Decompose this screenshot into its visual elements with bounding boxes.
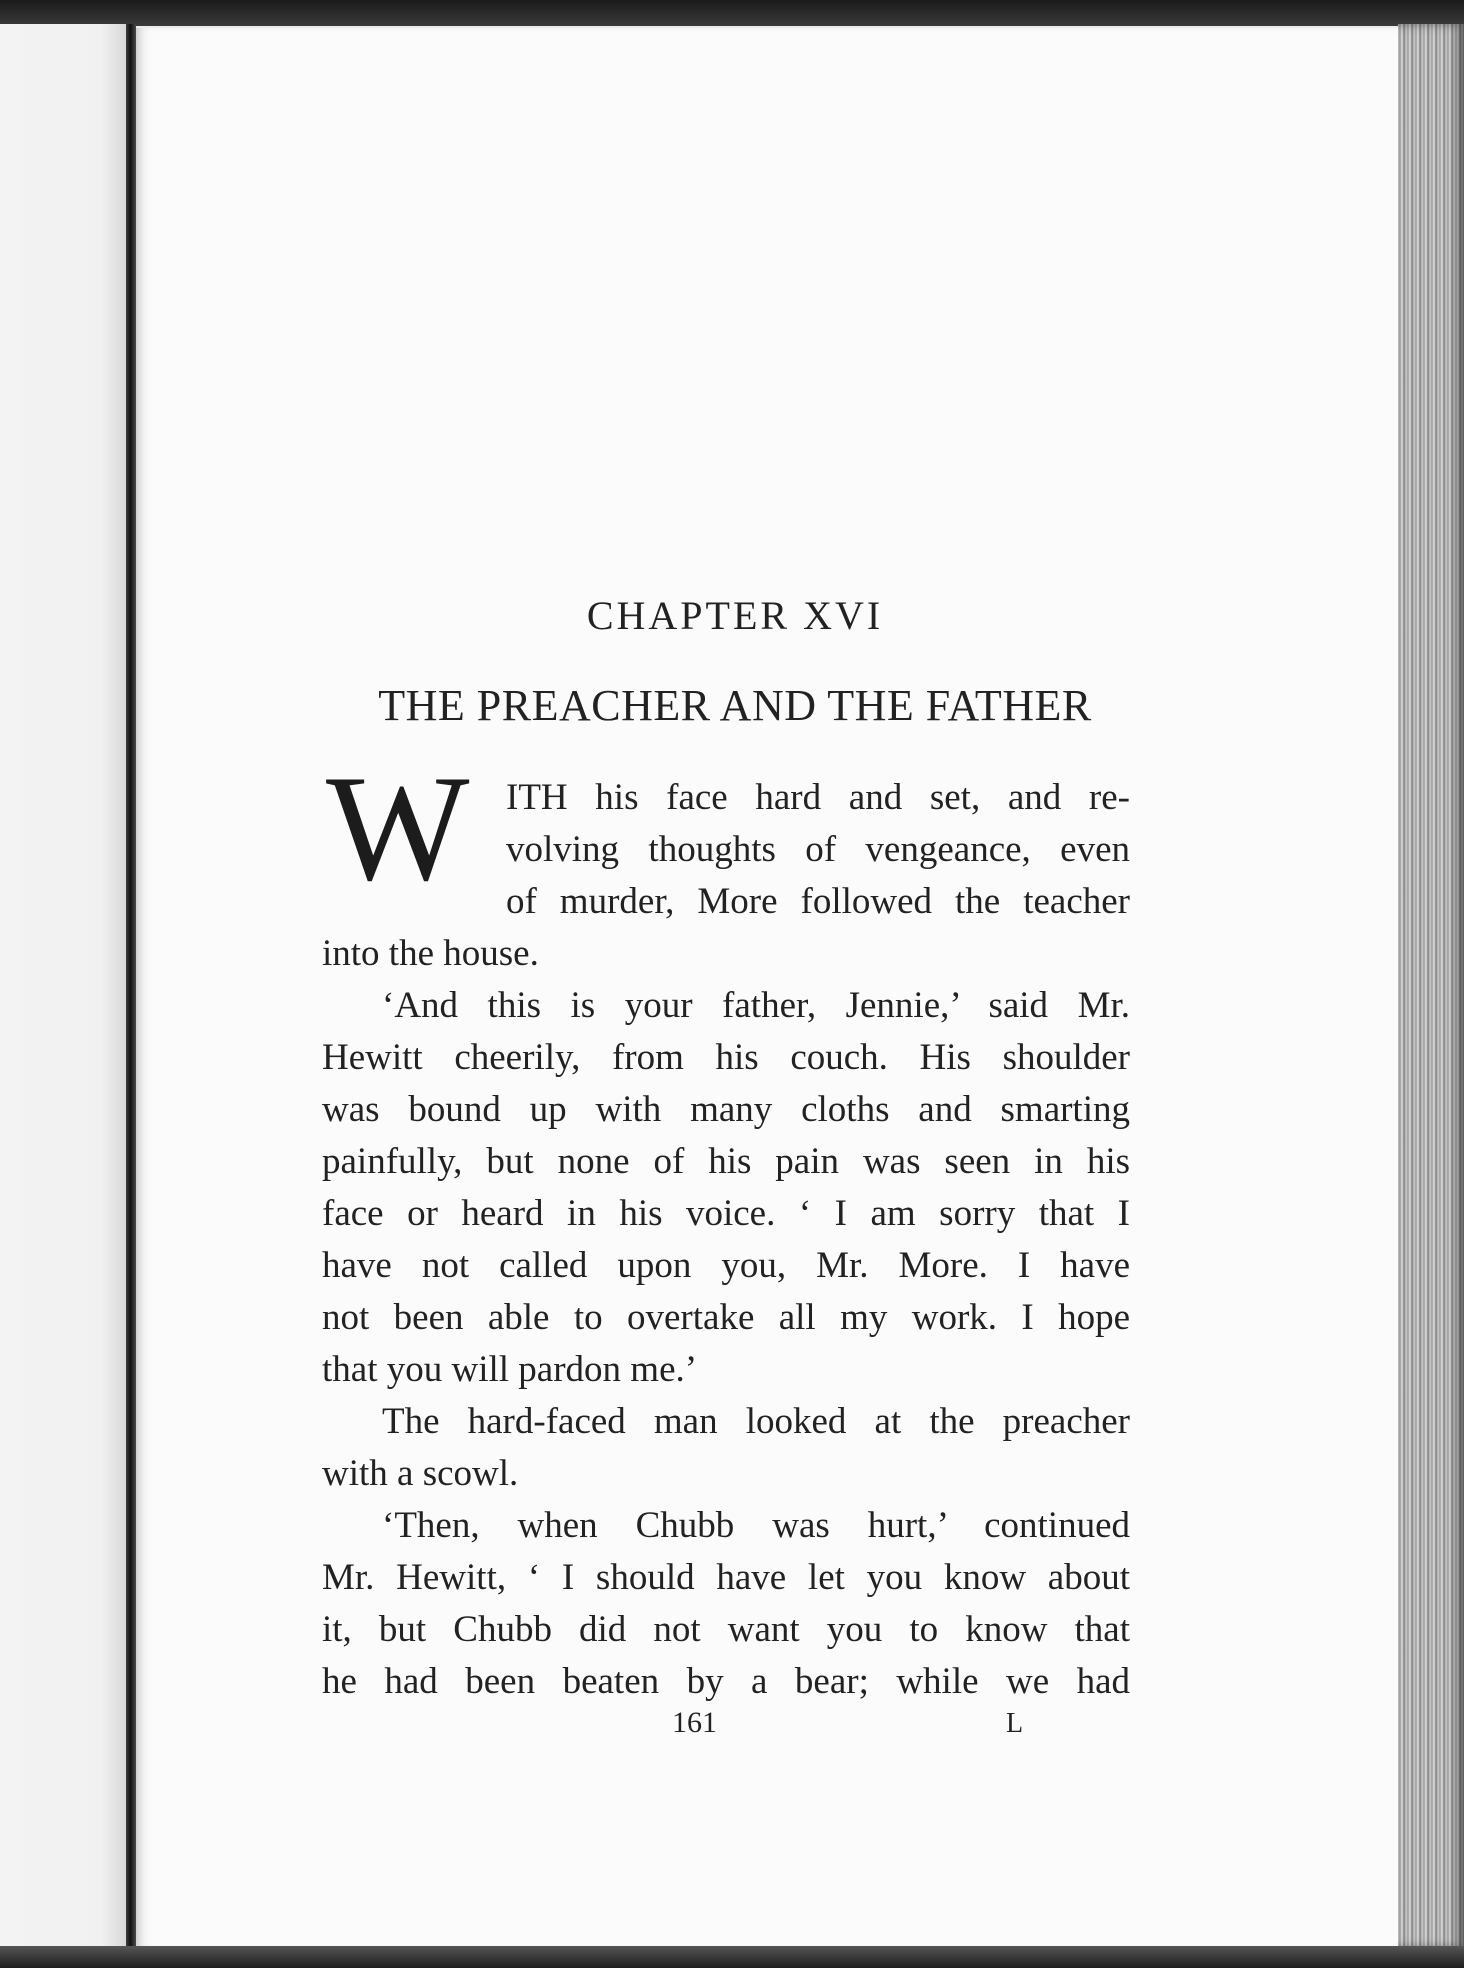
page-number: 161 — [672, 1706, 717, 1739]
chapter-number: CHAPTER XVI — [586, 593, 884, 638]
scan-bottom-edge — [0, 1946, 1464, 1968]
text-line: The hard-faced man looked at the preacher — [382, 1401, 1130, 1442]
text-line: not been able to overtake all my work. I hope — [322, 1297, 1130, 1338]
text-line: ‘Then, when Chubb was hurt,’ continued — [382, 1505, 1130, 1546]
book-gutter — [126, 24, 136, 1948]
text-line: volving thoughts of vengeance, even — [506, 829, 1130, 870]
text-line: Mr. Hewitt, ‘ I should have let you know about — [322, 1557, 1130, 1598]
text-line: ITH his face hard and set, and re- — [506, 777, 1130, 818]
text-line: that you will pardon me.’ — [322, 1349, 698, 1390]
text-line: he had been beaten by a bear; while we had — [322, 1661, 1130, 1702]
text-line: with a scowl. — [322, 1453, 519, 1494]
left-page — [0, 24, 126, 1948]
text-line: painfully, but none of his pain was seen in his — [322, 1141, 1130, 1182]
scan-top-edge — [0, 0, 1464, 26]
text-line: of murder, More followed the teacher — [506, 881, 1130, 922]
text-line: it, but Chubb did not want you to know that — [322, 1609, 1130, 1650]
page-edge-stack — [1398, 24, 1464, 1948]
text-line: into the house. — [322, 933, 539, 974]
text-line: was bound up with many cloths and smarting — [322, 1089, 1130, 1130]
chapter-title: THE PREACHER AND THE FATHER — [378, 681, 1092, 730]
text-line: ‘And this is your father, Jennie,’ said Mr. — [382, 985, 1130, 1026]
drop-cap: W — [326, 744, 470, 912]
signature-mark: L — [1006, 1708, 1024, 1739]
text-line: Hewitt cheerily, from his couch. His shoulder — [322, 1037, 1130, 1078]
text-line: have not called upon you, Mr. More. I have — [322, 1245, 1130, 1286]
text-line: face or heard in his voice. ‘ I am sorry that I — [322, 1193, 1130, 1234]
